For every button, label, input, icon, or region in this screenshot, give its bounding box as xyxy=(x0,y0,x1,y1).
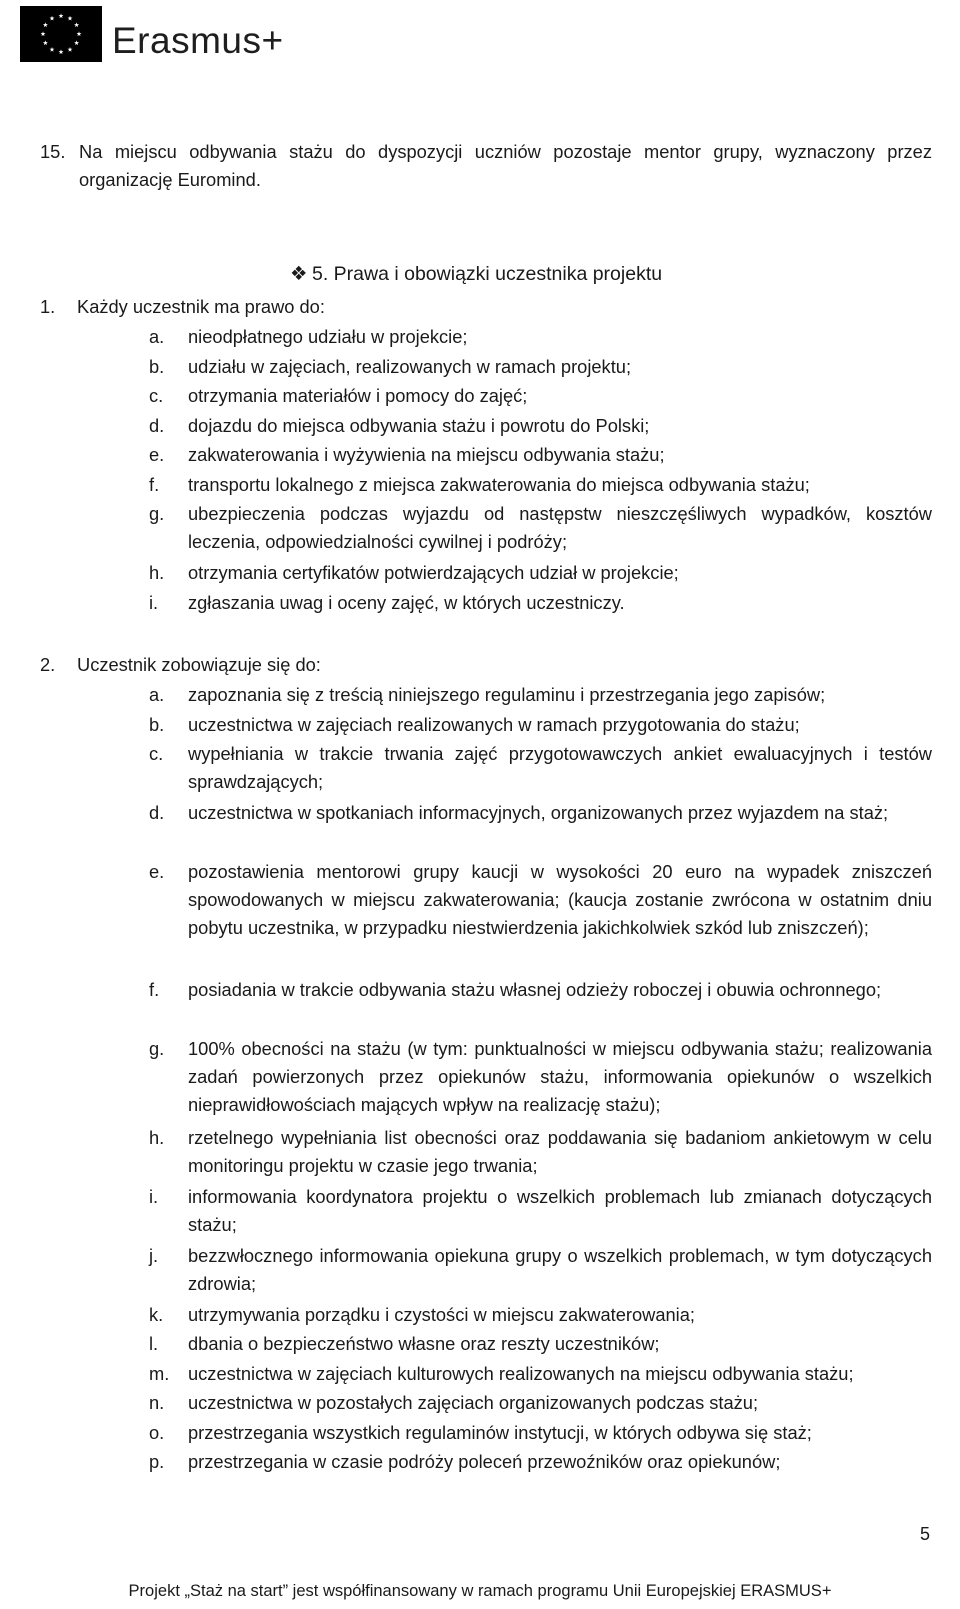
duties-item-marker: e. xyxy=(149,861,165,882)
rights-list-item xyxy=(188,382,932,410)
duties-title: Uczestnik zobowiązuje się do: xyxy=(77,654,321,675)
rights-list-item xyxy=(188,559,932,587)
rights-item-text: ubezpieczenia podczas wyjazdu od następstw nieszczęśliwych wypadków, kosztów leczenia, odpowiedzialności cywilnej i podróży; xyxy=(188,503,932,552)
duties-item-marker: a. xyxy=(149,684,165,705)
duties-item-text: rzetelnego wypełniania list obecności oraz poddawania się badaniom ankietowym w celu monitoringu projektu w czasie jego trwania; xyxy=(188,1126,932,1176)
duties-item-text: przestrzegania w czasie podróży poleceń przewoźników oraz opiekunów; xyxy=(188,1451,781,1472)
eu-star-icon xyxy=(43,22,48,27)
rights-item-marker: f. xyxy=(149,473,160,495)
rights-list-item xyxy=(188,412,932,440)
duties-item-text: uczestnictwa w pozostałych zajęciach organizowanych podczas stażu; xyxy=(188,1392,759,1413)
erasmus-logo-text: Erasmus+ xyxy=(112,20,284,61)
rights-item-marker: b. xyxy=(149,355,165,377)
rights-item-text: zakwaterowania i wyżywienia na miejscu odbywania stażu; xyxy=(188,444,665,465)
duties-item-marker: i. xyxy=(149,1185,159,1207)
item-15-number: 15. xyxy=(40,141,66,162)
duties-item-text: uczestnictwa w spotkaniach informacyjnych, organizowanych przez wyjazdem na staż; xyxy=(188,802,889,823)
duties-list-item xyxy=(188,1035,932,1119)
duties-list-item xyxy=(188,858,932,942)
section-bullet-icon: ❖ xyxy=(290,263,308,285)
section-title: 5. Prawa i obowiązki uczestnika projektu xyxy=(312,263,663,285)
duties-item-text: bezzwłocznego informowania opiekuna grupy o wszelkich problemach, w tym dotyczących zdrowia; xyxy=(188,1244,932,1294)
duties-list-item xyxy=(188,681,932,709)
duties-item-marker: g. xyxy=(149,1038,165,1059)
rights-item-text: transportu lokalnego z miejsca zakwaterowania do miejsca odbywania stażu; xyxy=(188,473,810,495)
duties-item-text: informowania koordynatora projektu o wszelkich problemach lub zmianach dotyczących stażu; xyxy=(188,1185,932,1235)
duties-list-item xyxy=(188,1124,932,1180)
duties-list-item xyxy=(188,976,932,1004)
duties-item-marker: f. xyxy=(149,979,160,1000)
eu-star-icon xyxy=(68,16,73,21)
rights-item-text: udziału w zajęciach, realizowanych w ramach projektu; xyxy=(188,355,632,377)
rights-item-text: zgłaszania uwag i oceny zajęć, w których uczestniczy. xyxy=(188,591,625,613)
duties-item-text: przestrzegania wszystkich regulaminów instytucji, w których odbywa się staż; xyxy=(188,1421,812,1443)
rights-list-item xyxy=(188,500,932,556)
duties-list-item xyxy=(188,1389,932,1417)
eu-star-icon xyxy=(50,16,55,21)
duties-item-marker: o. xyxy=(149,1421,165,1443)
eu-flag-logo xyxy=(20,6,102,62)
rights-item-marker: g. xyxy=(149,503,165,524)
duties-item-marker: n. xyxy=(149,1392,165,1413)
duties-item-text: 100% obecności na stażu (w tym: punktualności w miejscu odbywania stażu; realizowania zadań powierzonych przez opiekunów stażu, informowania opiekunów o wszelkich nieprawidłowościach mających wpływ na realizację stażu); xyxy=(188,1038,932,1115)
eu-star-icon xyxy=(43,40,48,45)
eu-star-icon xyxy=(59,13,64,18)
duties-list-item xyxy=(188,1360,932,1388)
duties-item-marker: j. xyxy=(149,1244,159,1266)
eu-star-icon xyxy=(68,47,73,52)
duties-list-item xyxy=(188,1330,932,1358)
rights-item-text: dojazdu do miejsca odbywania stażu i powrotu do Polski; xyxy=(188,414,650,436)
rights-item-marker: c. xyxy=(149,385,164,406)
rights-item-marker: i. xyxy=(149,591,159,613)
duties-item-marker: c. xyxy=(149,743,164,764)
duties-item-text: uczestnictwa w zajęciach kulturowych realizowanych na miejscu odbywania stażu; xyxy=(188,1362,854,1384)
rights-number: 1. xyxy=(40,296,56,317)
rights-list-item xyxy=(188,323,932,351)
duties-item-marker: h. xyxy=(149,1126,165,1148)
eu-star-icon xyxy=(74,40,79,45)
rights-item-text: otrzymania materiałów i pomocy do zajęć; xyxy=(188,385,528,406)
rights-item-marker: a. xyxy=(149,326,165,347)
duties-list-item xyxy=(188,799,932,827)
duties-item-marker: b. xyxy=(149,713,165,735)
duties-item-text: posiadania w trakcie odbywania stażu własnej odzieży roboczej i obuwia ochronnego; xyxy=(188,979,882,1000)
duties-item-text: pozostawienia mentorowi grupy kaucji w wysokości 20 euro na wypadek zniszczeń spowodowanych w miejscu zakwaterowania; (kaucja zostanie zwrócona w ostatnim dniu pobytu uczestnika, w przypadku niestwierdzenia jakichkolwiek szkód lub zniszczeń); xyxy=(188,861,932,938)
duties-number: 2. xyxy=(40,654,56,675)
rights-title: Każdy uczestnik ma prawo do: xyxy=(77,296,325,317)
duties-list-item xyxy=(188,1242,932,1298)
eu-star-icon xyxy=(50,47,55,52)
eu-stars-icon xyxy=(20,6,102,62)
rights-item-marker: h. xyxy=(149,562,165,583)
duties-list-item xyxy=(188,711,932,739)
duties-list-item xyxy=(188,1301,932,1329)
item-15-paragraph xyxy=(79,138,932,194)
rights-item-text: otrzymania certyfikatów potwierdzających udział w projekcie; xyxy=(188,562,679,583)
section-heading xyxy=(290,260,662,288)
duties-item-text: dbania o bezpieczeństwo własne oraz reszty uczestników; xyxy=(188,1333,660,1354)
duties-list-item xyxy=(188,1448,932,1476)
page-number: 5 xyxy=(919,1524,930,1544)
rights-list-item xyxy=(188,353,932,381)
item-15-text: Na miejscu odbywania stażu do dyspozycji uczniów pozostaje mentor grupy, wyznaczony przez organizację Euromind. xyxy=(79,141,932,190)
duties-item-text: uczestnictwa w zajęciach realizowanych w ramach przygotowania do stażu; xyxy=(188,713,800,735)
eu-star-icon xyxy=(74,22,79,27)
duties-item-marker: p. xyxy=(149,1451,165,1472)
duties-item-marker: k. xyxy=(149,1303,164,1325)
duties-list-item xyxy=(188,740,932,796)
rights-item-marker: d. xyxy=(149,414,165,436)
duties-item-marker: l. xyxy=(149,1333,159,1354)
footer-funding-note: Projekt „Staż na start” jest współfinansowany w ramach programu Unii Europejskiej ERASMUS+ xyxy=(128,1582,832,1600)
eu-star-icon xyxy=(77,31,82,36)
duties-list-item xyxy=(188,1183,932,1239)
rights-list-item xyxy=(188,471,932,499)
duties-item-text: wypełniania w trakcie trwania zajęć przygotowawczych ankiet ewaluacyjnych i testów sprawdzających; xyxy=(188,743,932,792)
rights-item-marker: e. xyxy=(149,444,165,465)
eu-star-icon xyxy=(41,31,46,36)
duties-item-marker: m. xyxy=(149,1362,170,1384)
eu-star-icon xyxy=(59,49,64,54)
duties-item-text: zapoznania się z treścią niniejszego regulaminu i przestrzegania jego zapisów; xyxy=(188,684,826,705)
header xyxy=(20,6,420,70)
duties-item-text: utrzymywania porządku i czystości w miejscu zakwaterowania; xyxy=(188,1303,695,1325)
rights-item-text: nieodpłatnego udziału w projekcie; xyxy=(188,326,468,347)
duties-item-marker: d. xyxy=(149,802,165,823)
duties-list-item xyxy=(188,1419,932,1447)
rights-list-item xyxy=(188,441,932,469)
rights-list-item xyxy=(188,589,932,617)
